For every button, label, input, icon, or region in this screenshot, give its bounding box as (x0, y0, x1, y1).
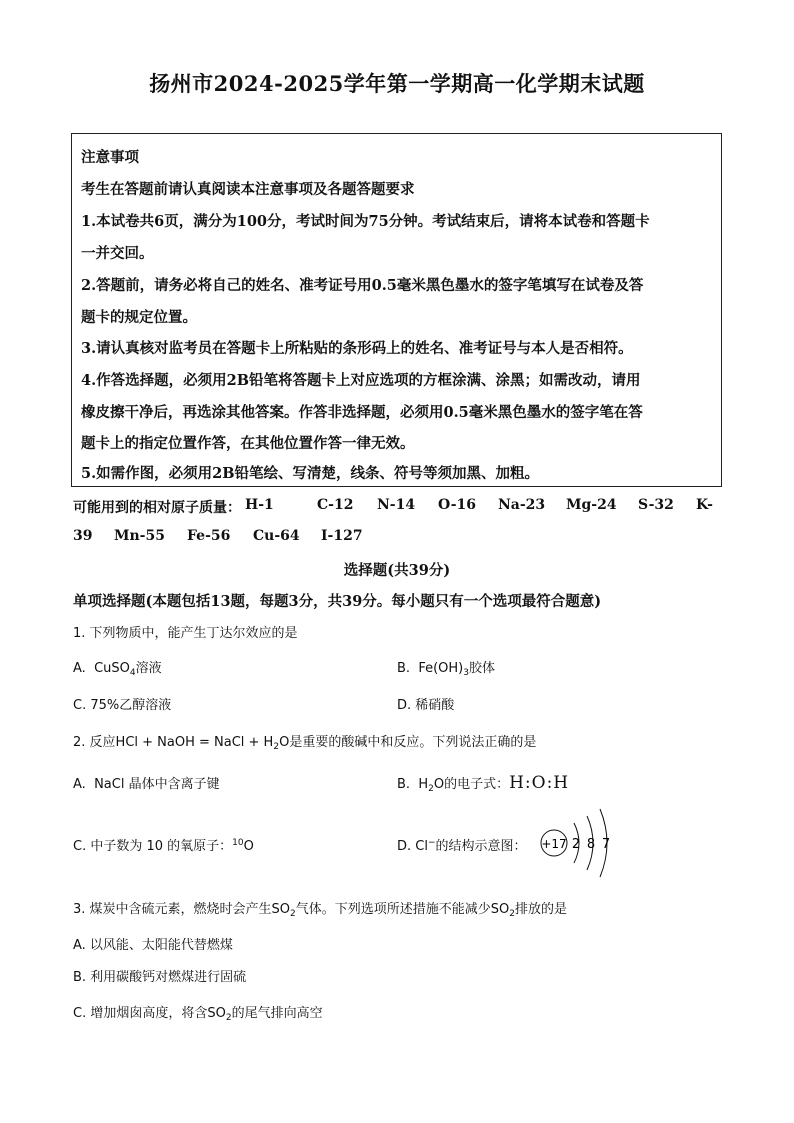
formula-subscript: 2 (509, 909, 515, 919)
notice-line: 2.答题前，请务必将自己的姓名、准考证号用0.5毫米黑色墨水的签字笔填写在试卷及答 (81, 277, 644, 294)
option-label: B. (397, 777, 411, 792)
notice-line: 1.本试卷共6页，满分为100分，考试时间为75分钟。考试结束后，请将本试卷和答题卡 (81, 213, 650, 230)
question-1-option-c: C. 75%乙醇溶液 (73, 698, 172, 713)
option-text: 胶体 (468, 661, 495, 676)
option-text: C. 中子数为 10 的氧原子： (73, 839, 233, 854)
stem-text: 是重要的酸碱中和反应。下列说法正确的是 (289, 735, 537, 750)
option-label: A. (73, 661, 86, 676)
question-3-option-a: A. 以风能、太阳能代替燃煤 (73, 938, 233, 953)
notice-line: 3.请认真核对监考员在答题卡上所粘贴的条形码上的姓名、准考证号与本人是否相符。 (81, 340, 633, 357)
formula: SO (271, 902, 291, 917)
option-label: B. (397, 661, 411, 676)
question-3-option-b: B. 利用碳酸钙对燃煤进行固硫 (73, 970, 247, 985)
atomic-mass-item: H-1 (245, 497, 274, 513)
shell-electron-count: 2 (571, 837, 581, 852)
atomic-mass-item: Cu-64 (253, 528, 300, 544)
notice-line: 一并交回。 (81, 245, 154, 262)
atomic-mass-item: I-127 (321, 528, 363, 544)
formula-subscript: 2 (225, 1013, 232, 1023)
nucleus-charge: +17 (541, 837, 567, 851)
stem-text: 2. 反应 (73, 735, 116, 750)
question-1-stem: 1. 下列物质中，能产生丁达尔效应的是 (73, 626, 298, 641)
question-2-option-b (397, 773, 569, 794)
cl-ion-structure-diagram (536, 806, 618, 880)
atomic-mass-item: Na-23 (498, 497, 546, 513)
electron-formula: H:O:H (509, 773, 570, 793)
atomic-mass-item: C-12 (317, 497, 354, 513)
shell-electron-count: 7 (601, 837, 611, 852)
atomic-mass-item: Mg-24 (566, 497, 617, 513)
question-3-option-c (73, 1002, 323, 1023)
equation: O (279, 735, 290, 750)
notice-heading: 注意事项 (81, 149, 139, 166)
formula: SO (207, 1006, 226, 1021)
page-title: 扬州市2024-2025学年第一学期高一化学期末试题 (149, 71, 645, 96)
option-text: C. 增加烟囱高度，将含 (73, 1006, 208, 1021)
formula-subscript: 3 (463, 668, 469, 678)
formula-subscript: 4 (129, 668, 136, 678)
question-2-stem (73, 731, 536, 752)
option-text: 溶液 (135, 661, 162, 676)
equation: HCl + NaOH = NaCl + H (115, 735, 274, 750)
question-3-stem (73, 898, 567, 919)
atomic-mass-item: Mn-55 (114, 528, 165, 544)
notice-line: 橡皮擦干净后，再选涂其他答案。作答非选择题，必须用0.5毫米黑色墨水的签字笔在答 (81, 404, 643, 421)
formula-subscript: 2 (273, 742, 280, 752)
ion-charge: − (427, 838, 436, 848)
question-1-option-a (73, 657, 162, 678)
notice-line: 4.作答选择题，必须用2B铅笔将答题卡上对应选项的方框涂满、涂黑；如需改动，请用 (81, 372, 641, 389)
question-2-option-a (73, 773, 220, 792)
question-1-option-b (397, 657, 495, 678)
notice-line: 题卡上的指定位置作答，在其他位置作答一律无效。 (81, 435, 415, 452)
formula: Fe(OH) (418, 661, 464, 676)
element-symbol: O (243, 839, 254, 854)
atomic-mass-item: 39 (73, 528, 93, 544)
formula: SO (490, 902, 510, 917)
notice-box (71, 133, 722, 487)
option-text: 的尾气排向高空 (231, 1006, 323, 1021)
formula-subscript: 2 (428, 784, 434, 794)
option-label: A. (73, 777, 86, 792)
mass-number: 10 (232, 838, 244, 848)
section-instructions: 单项选择题(本题包括13题，每题3分，共39分。每小题只有一个选项最符合题意) (73, 593, 602, 610)
notice-line: 考生在答题前请认真阅读本注意事项及各题答题要求 (81, 181, 415, 198)
atomic-mass-label: 可能用到的相对原子质量： (73, 500, 241, 516)
option-text: NaCl 晶体中含离子键 (94, 777, 220, 792)
stem-text: 3. 煤炭中含硫元素，燃烧时会产生 (73, 902, 272, 917)
option-text: D. Cl (397, 839, 428, 854)
section-title: 选择题(共39分) (343, 562, 451, 579)
notice-line: 题卡的规定位置。 (81, 309, 197, 326)
atomic-mass-item: S-32 (638, 497, 674, 513)
atomic-mass-item: O-16 (438, 497, 477, 513)
formula: CuSO (94, 661, 130, 676)
stem-text: 排放的是 (515, 902, 568, 917)
option-text: O的电子式： (433, 777, 510, 792)
option-text: 的结构示意图： (435, 839, 527, 854)
formula-subscript: 2 (290, 909, 296, 919)
formula: H (418, 777, 429, 792)
question-1-option-d: D. 稀硝酸 (397, 698, 455, 713)
stem-text: 气体。下列选项所述措施不能减少 (295, 902, 491, 917)
notice-line: 5.如需作图，必须用2B铅笔绘、写清楚，线条、符号等须加黑、加粗。 (81, 465, 539, 482)
shell-electron-count: 8 (586, 837, 596, 852)
atomic-mass-item: K- (696, 497, 713, 513)
atomic-mass-item: N-14 (377, 497, 416, 513)
question-2-option-c (73, 835, 254, 854)
atomic-mass-item: Fe-56 (187, 528, 231, 544)
question-2-option-d (397, 835, 527, 854)
